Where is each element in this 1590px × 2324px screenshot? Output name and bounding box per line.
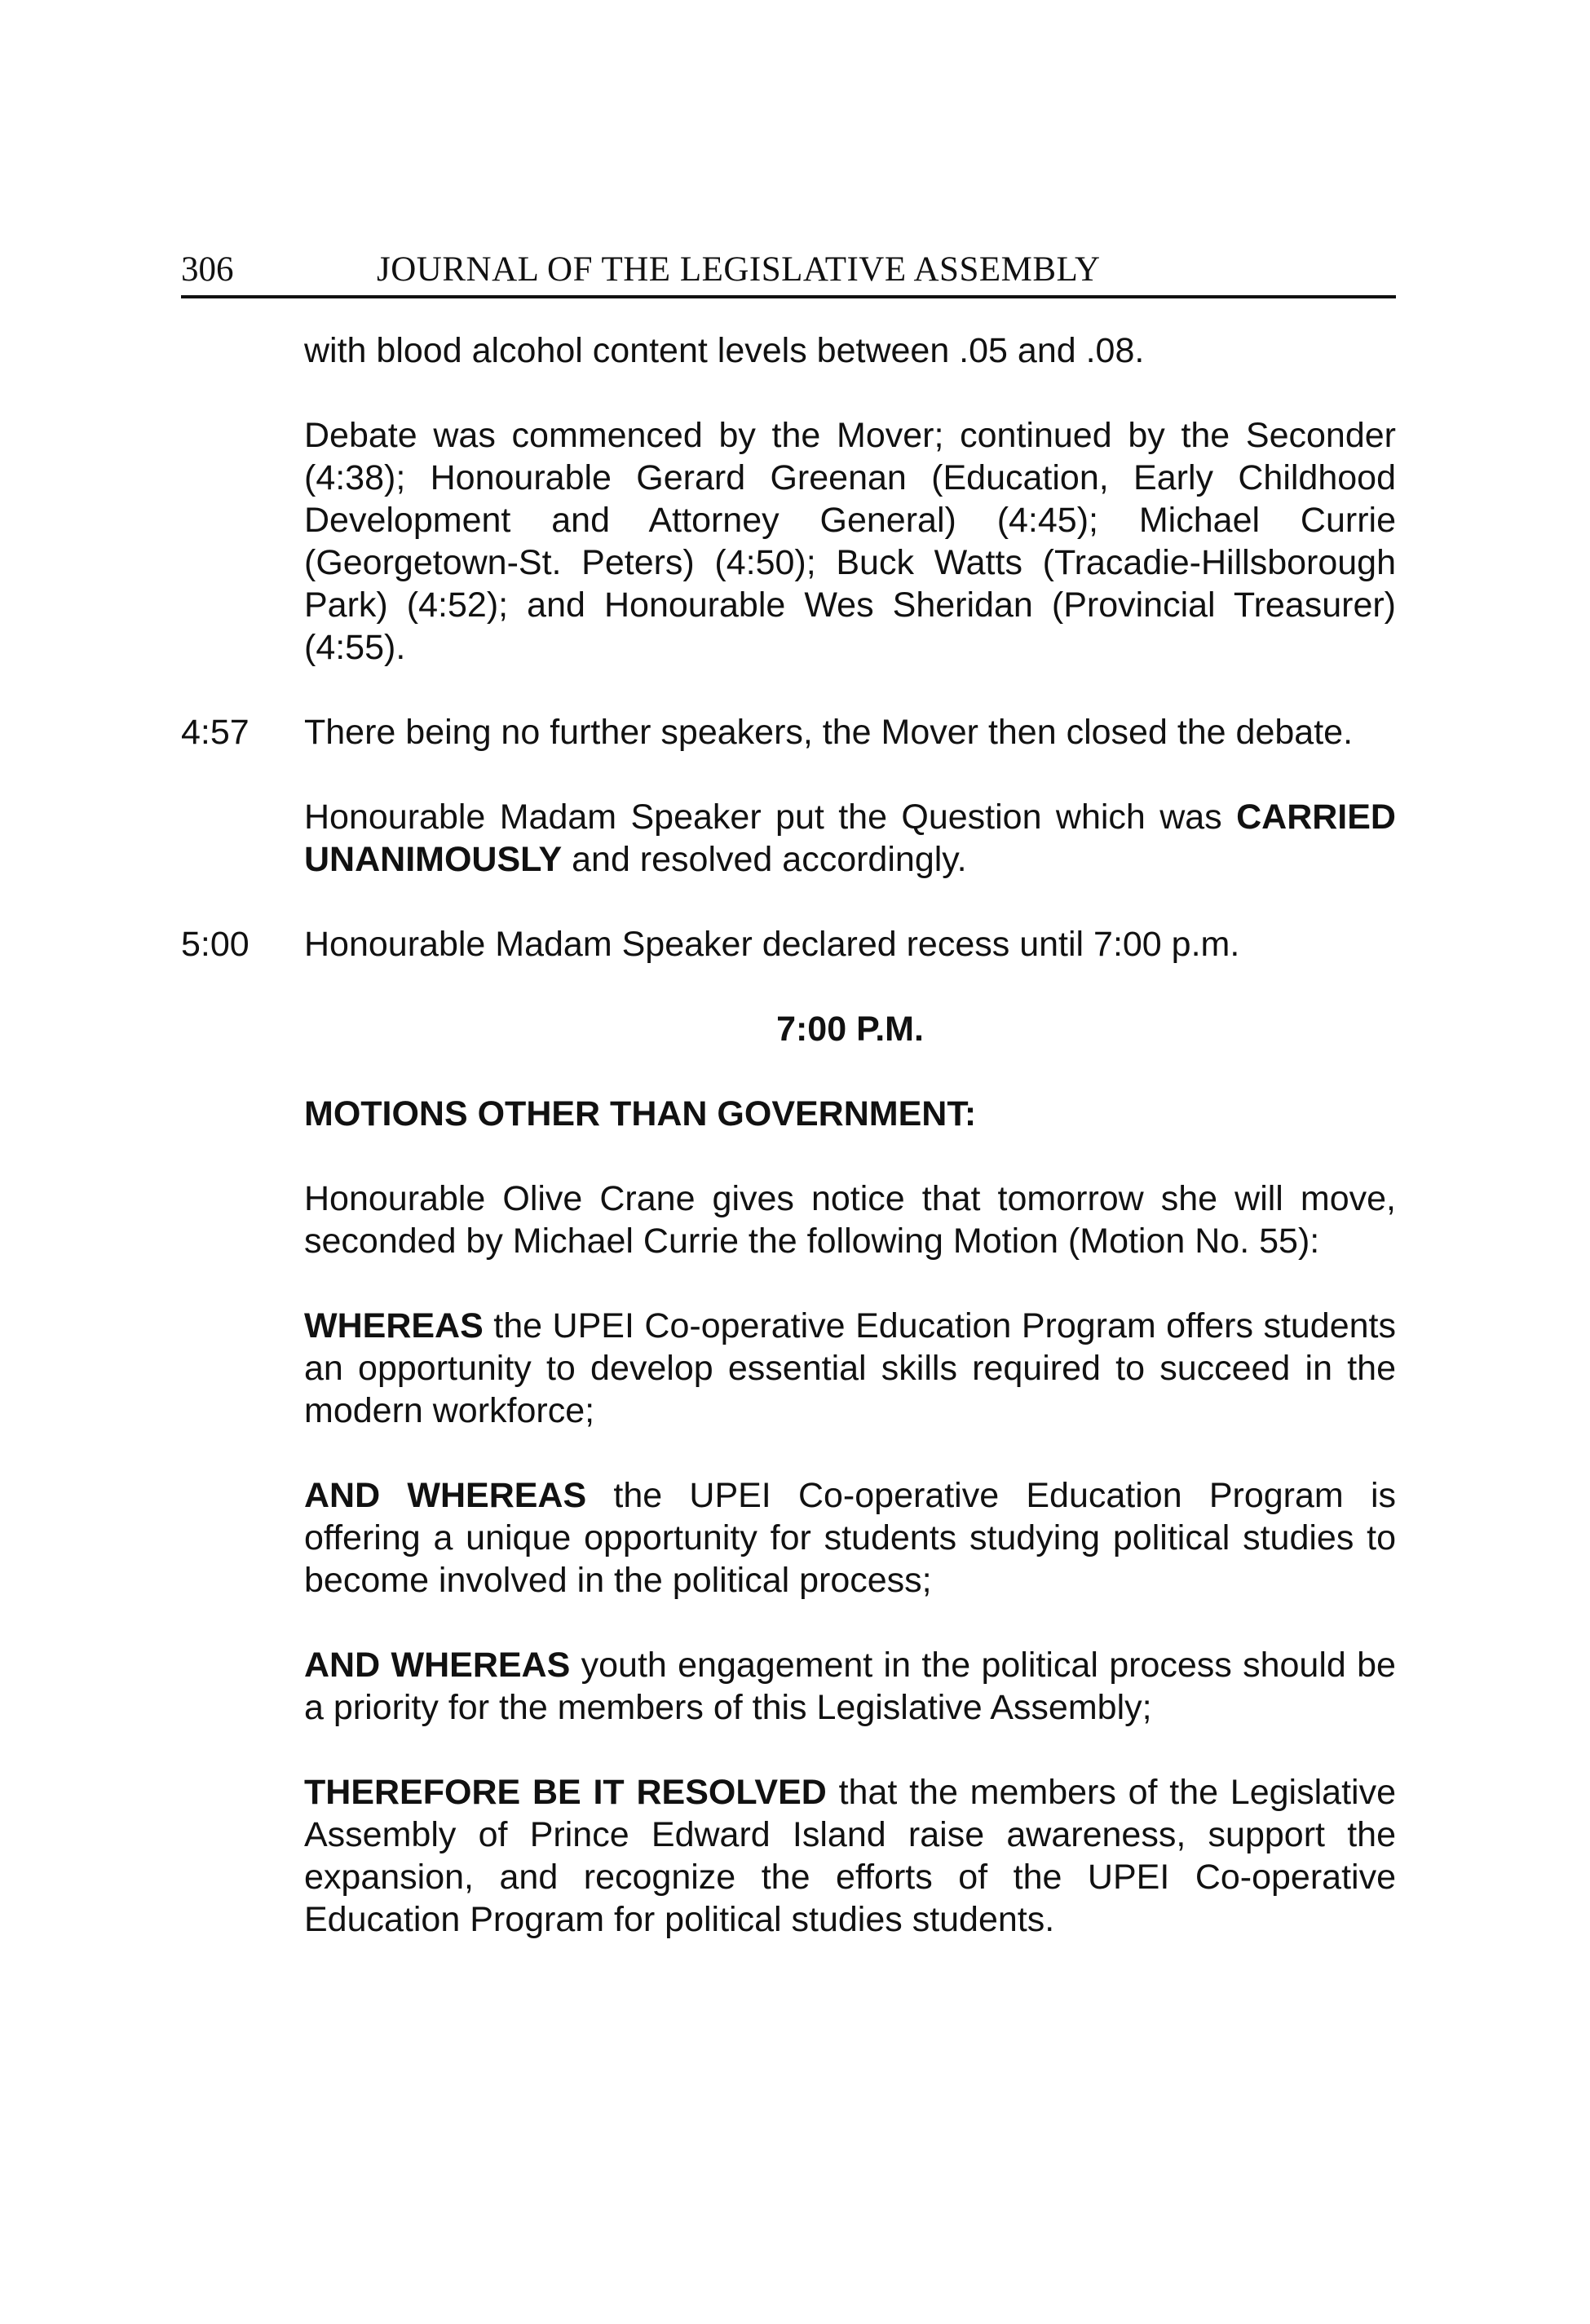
paragraph-debate: Debate was commenced by the Mover; continued by the Seconder (4:38); Honourable Gerard Greenan (Education, Early Childhood Development and Attorney General) (4:45); Michael Currie (Georgetown-St. Peters) (4:50); Buck Watts (Tracadie-Hillsborough Park) (4:52); and Honourable Wes Sheridan (Provincial Treasurer) (4:55).: [304, 416, 1396, 667]
paragraph-whereas-3: [304, 1644, 1396, 1729]
question-result: CARRIED UNANIMOUSLY: [304, 797, 1396, 879]
section-heading: MOTIONS OTHER THAN GOVERNMENT:: [304, 1094, 977, 1133]
paragraph-recess: Honourable Madam Speaker declared recess until 7:00 p.m.: [304, 925, 1240, 964]
entry-blood-alcohol: [181, 329, 1396, 372]
page-header: [181, 245, 1396, 298]
whereas-text: the UPEI Co-operative Education Program is offering a unique opportunity for students studying political studies to become involved in the political process;: [304, 1476, 1396, 1600]
question-lead: Honourable Madam Speaker put the Question which was: [304, 797, 1237, 837]
entry-500: [181, 923, 1396, 965]
entry-resolved: [181, 1771, 1396, 1941]
paragraph-continuation: with blood alcohol content levels between .05 and .08.: [304, 331, 1145, 370]
time-stamp: 4:57: [181, 713, 250, 752]
paragraph-whereas-1: [304, 1305, 1396, 1432]
entry-whereas-2: [181, 1474, 1396, 1602]
question-tail: and resolved accordingly.: [562, 840, 967, 879]
whereas-text: the UPEI Co-operative Education Program offers students an opportunity to develop essential skills required to succeed in the modern workforce;: [304, 1306, 1396, 1430]
entry-457: [181, 711, 1396, 753]
time-stamp: 5:00: [181, 925, 250, 964]
entry-section-heading: [181, 1093, 1396, 1135]
journal-content: [181, 329, 1396, 1941]
entry-whereas-1: [181, 1305, 1396, 1432]
paragraph-notice: Honourable Olive Crane gives notice that tomorrow she will move, seconded by Michael Currie the following Motion (Motion No. 55):: [304, 1179, 1396, 1261]
resolved-text: that the members of the Legislative Assembly of Prince Edward Island raise awareness, support the expansion, and recognize the efforts of the UPEI Co-operative Education Program for political studies students.: [304, 1773, 1396, 1939]
paragraph-resolved: [304, 1771, 1396, 1941]
page-number: 306: [181, 250, 234, 289]
entry-question: [181, 796, 1396, 881]
paragraph-closed-debate: There being no further speakers, the Mover then closed the debate.: [304, 713, 1354, 752]
entry-debate: [181, 414, 1396, 669]
whereas-keyword: AND WHEREAS: [304, 1476, 587, 1515]
whereas-keyword: AND WHEREAS: [304, 1646, 571, 1685]
whereas-keyword: WHEREAS: [304, 1306, 484, 1345]
entry-whereas-3: [181, 1644, 1396, 1729]
resolved-keyword: THEREFORE BE IT RESOLVED: [304, 1773, 827, 1812]
whereas-text: youth engagement in the political process should be a priority for the members of this Legislative Assembly;: [304, 1646, 1396, 1727]
time-heading: 7:00 P.M.: [776, 1010, 924, 1049]
entry-notice: [181, 1177, 1396, 1262]
paragraph-question: [304, 796, 1396, 881]
paragraph-whereas-2: [304, 1474, 1396, 1602]
entry-time-heading: [181, 1008, 1396, 1050]
running-title: JOURNAL OF THE LEGISLATIVE ASSEMBLY: [377, 250, 1101, 289]
